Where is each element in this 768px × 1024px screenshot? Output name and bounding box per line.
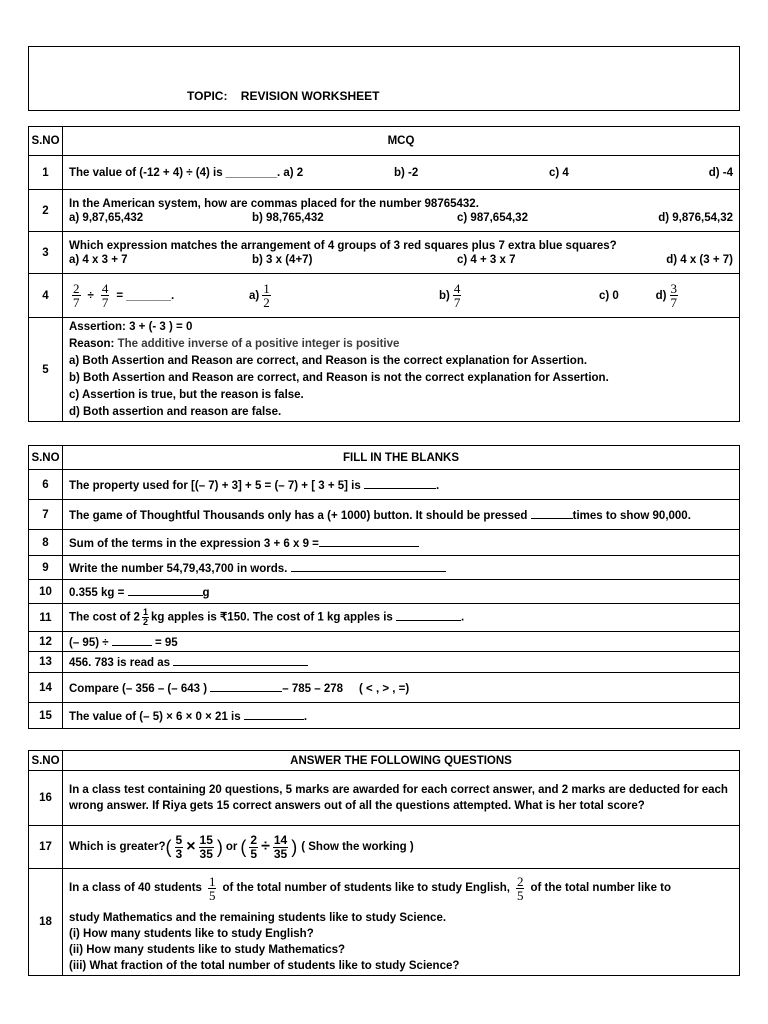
q-number: 11	[29, 604, 63, 632]
q17-fraction-2: $\frac{15}{35}$	[199, 832, 213, 861]
topic-box	[28, 46, 740, 111]
q-number: 10	[29, 580, 63, 604]
fill-row-9	[29, 556, 740, 580]
q14-cell	[63, 673, 740, 703]
sno-header: S.NO	[29, 751, 63, 771]
q14-text: Compare (– 356 – (– 643 )	[69, 682, 208, 695]
q-number: 9	[29, 556, 63, 580]
q13-text: 456. 783 is read as	[69, 657, 171, 669]
q6-text: The property used for [(– 7) + 3] + 5 = (– 7) + [ 3 + 5] is	[69, 479, 361, 492]
reason-text: The additive inverse of a positive integer is positive	[117, 337, 400, 350]
q15-cell	[63, 703, 740, 729]
answer-header: ANSWER THE FOLLOWING QUESTIONS	[63, 751, 740, 771]
q3-option-d: d) 4 x (3 + 7)	[666, 253, 733, 266]
fill-table	[28, 445, 740, 729]
q-number: 2	[29, 190, 63, 232]
q10-unit: g	[202, 586, 210, 599]
q10-cell	[63, 580, 740, 604]
sno-header: S.NO	[29, 446, 63, 470]
q1-option-b: b) -2	[394, 166, 419, 179]
mcq-row-1	[29, 156, 740, 190]
q14-text-2: – 785 – 278 ( < , > , =)	[282, 682, 410, 695]
q9-cell	[63, 556, 740, 580]
q15-blank	[244, 708, 304, 720]
mcq-row-5	[29, 318, 740, 422]
fill-row-7	[29, 500, 740, 530]
q6-blank	[364, 477, 436, 489]
mcq-header: MCQ	[63, 127, 740, 156]
q5-reason	[69, 336, 733, 353]
q1-option-d: d) -4	[708, 166, 733, 179]
q5-option-d: d) Both assertion and reason are false.	[69, 405, 282, 418]
answer-row-17	[29, 826, 740, 869]
q11-text: The cost of 2	[69, 611, 140, 624]
q11-end: .	[461, 611, 465, 624]
q5-option-b: b) Both Assertion and Reason are correct, and Reason is not the correct explanation for Assertion.	[69, 371, 609, 384]
divide-sign: ÷	[87, 289, 94, 302]
q11-fraction: $\frac{1}{2}$	[142, 607, 148, 627]
q1-option-c: c) 4	[549, 166, 569, 179]
q-number: 3	[29, 232, 63, 274]
q3-option-c: c) 4 + 3 x 7	[457, 253, 516, 266]
q13-cell	[63, 652, 740, 673]
q18-fraction-1: $\frac{1}{5}$	[208, 873, 216, 903]
q10-text: 0.355 kg =	[69, 586, 125, 599]
q7-text: The game of Thoughtful Thousands only has a (+ 1000) button. It should be pressed	[69, 509, 528, 522]
q4-cell	[63, 274, 740, 318]
topic-title	[187, 89, 379, 103]
q15-text: The value of (– 5) × 6 × 0 × 21 is	[69, 710, 241, 723]
q4-fraction-2: $\frac{4}{7}$	[101, 281, 109, 310]
q4-option-d-fraction: $\frac{3}{7}$	[670, 281, 677, 310]
q17-cell: Which is greater? ( $\frac{5}{3}$ × $\frac{15}{35}$ ) or ( $\frac{2}{5}$ ÷ $\frac{14}{35}$ ) ( Show the working )	[63, 826, 740, 869]
q9-blank	[291, 560, 446, 572]
q7-end: times to show 90,000.	[572, 509, 691, 522]
q17-fraction-1: $\frac{5}{3}$	[175, 832, 183, 861]
fill-row-12	[29, 632, 740, 652]
q-number: 14	[29, 673, 63, 703]
q17-text-2: ( Show the working )	[301, 841, 414, 853]
q18-fraction-2: $\frac{2}{5}$	[516, 873, 524, 903]
q-number: 6	[29, 470, 63, 500]
topic-value: REVISION WORKSHEET	[240, 89, 380, 103]
q18-part-i: (i) How many students like to study English?	[69, 928, 314, 940]
q15-end: .	[303, 710, 308, 723]
topic-label: TOPIC:	[187, 89, 228, 103]
q2-option-a: a) 9,87,65,432	[69, 211, 144, 224]
q1-cell	[63, 156, 740, 190]
answer-table	[28, 750, 740, 976]
q-number: 18	[29, 869, 63, 976]
q4-option-d: d)	[655, 289, 667, 302]
q13-blank	[173, 654, 308, 666]
q7-blank	[531, 507, 573, 519]
q17-fraction-4: $\frac{14}{35}$	[273, 832, 288, 861]
mcq-row-2	[29, 190, 740, 232]
q5-cell	[63, 318, 740, 422]
q12-text-2: = 95	[154, 636, 178, 649]
q8-text: Sum of the terms in the expression 3 + 6 x 9 =	[69, 537, 319, 550]
q12-text: (– 95) ÷	[69, 636, 109, 649]
q5-assertion: Assertion: 3 + (- 3 ) = 0	[69, 320, 193, 333]
divide-sign: ÷	[261, 838, 270, 855]
q4-option-c: c) 0	[599, 289, 619, 302]
q-number: 13	[29, 652, 63, 673]
q3-option-b: b) 3 x (4+7)	[252, 253, 313, 266]
q4-option-b: b)	[439, 289, 450, 302]
q7-cell	[63, 500, 740, 530]
q5-option-a: a) Both Assertion and Reason are correct, and Reason is the correct explanation for Assertion.	[69, 354, 588, 367]
answer-row-18	[29, 869, 740, 976]
q8-blank	[319, 535, 419, 547]
fill-row-8	[29, 530, 740, 556]
q18-text-2: of the total number of students like to study English,	[222, 882, 510, 894]
q1-text: The value of (-12 + 4) ÷ (4) is ________. a) 2	[69, 166, 304, 179]
q4-option-b-fraction: $\frac{4}{7}$	[453, 281, 461, 310]
q2-option-b: b) 98,765,432	[252, 211, 324, 224]
fill-row-10	[29, 580, 740, 604]
q-number: 8	[29, 530, 63, 556]
q-number: 16	[29, 771, 63, 826]
q2-text: In the American system, how are commas placed for the number 98765432.	[69, 197, 479, 210]
fill-row-14	[29, 673, 740, 703]
reason-label: Reason:	[69, 337, 115, 350]
q4-fraction-1: $\frac{2}{7}$	[73, 281, 80, 310]
q4-equals: = _______.	[116, 289, 175, 302]
q-number: 1	[29, 156, 63, 190]
q2-option-c: c) 987,654,32	[457, 211, 528, 224]
q-number: 5	[29, 318, 63, 422]
answer-row-16	[29, 771, 740, 826]
q17-text: Which is greater?	[69, 841, 166, 853]
q18-line-2: study Mathematics and the remaining students like to study Science.	[69, 912, 447, 924]
q9-text: Write the number 54,79,43,700 in words.	[69, 562, 288, 575]
q-number: 4	[29, 274, 63, 318]
q18-part-iii: (iii) What fraction of the total number of students like to study Science?	[69, 960, 460, 972]
q12-blank	[112, 634, 152, 646]
q17-fraction-3: $\frac{2}{5}$	[250, 832, 258, 861]
q2-cell	[63, 190, 740, 232]
q2-option-d: d) 9,876,54,32	[658, 211, 733, 224]
times-sign: ×	[186, 838, 196, 855]
sno-header: S.NO	[29, 127, 63, 156]
q11-cell	[63, 604, 740, 632]
q-number: 12	[29, 632, 63, 652]
q-number: 7	[29, 500, 63, 530]
fill-row-11	[29, 604, 740, 632]
fill-row-13	[29, 652, 740, 673]
mcq-table	[28, 126, 740, 422]
q18-text-3: of the total number like to	[530, 882, 672, 894]
fill-row-6	[29, 470, 740, 500]
q16-text: In a class test containing 20 questions, 5 marks are awarded for each correct answer, and 2 marks are deducted for each wrong answer. If Riya gets 15 correct answers out of all the questions attempted. What is her total score?	[63, 771, 740, 826]
q10-blank	[128, 584, 203, 596]
q-number: 17	[29, 826, 63, 869]
q5-option-c: c) Assertion is true, but the reason is false.	[69, 388, 304, 401]
q11-text-2: kg apples is ₹150. The cost of 1 kg apples is	[150, 611, 393, 624]
q18-text: In a class of 40 students	[69, 882, 202, 894]
q6-end: .	[435, 479, 440, 492]
q14-blank	[210, 680, 282, 692]
fill-row-15	[29, 703, 740, 729]
q3-text: Which expression matches the arrangement of 4 groups of 3 red squares plus 7 extra blue squares?	[69, 239, 617, 252]
q17-or: or	[225, 841, 238, 853]
q6-cell	[63, 470, 740, 500]
mcq-row-4	[29, 274, 740, 318]
q3-option-a: a) 4 x 3 + 7	[69, 253, 128, 266]
q12-cell	[63, 632, 740, 652]
mcq-row-3	[29, 232, 740, 274]
fill-header: FILL IN THE BLANKS	[63, 446, 740, 470]
q4-option-a: a)	[249, 289, 260, 302]
q3-cell	[63, 232, 740, 274]
q11-blank	[396, 609, 461, 621]
q-number: 15	[29, 703, 63, 729]
q8-cell	[63, 530, 740, 556]
q18-part-ii: (ii) How many students like to study Mathematics?	[69, 944, 346, 956]
q4-option-a-fraction: $\frac{1}{2}$	[263, 281, 270, 310]
q18-cell	[63, 869, 740, 976]
